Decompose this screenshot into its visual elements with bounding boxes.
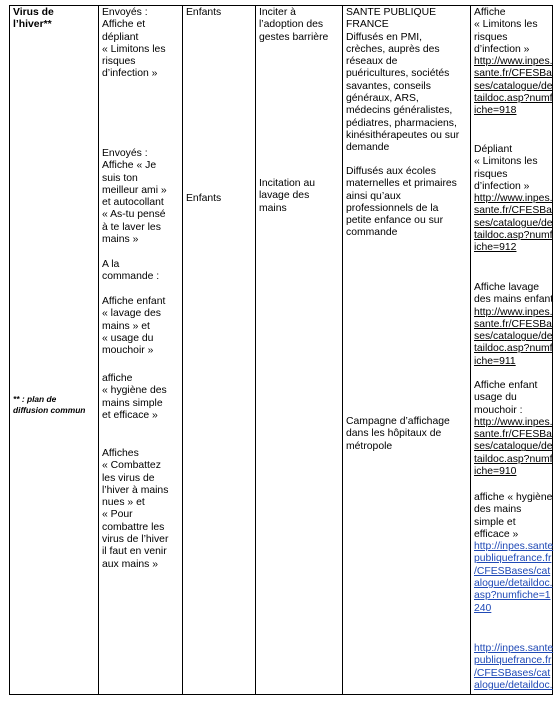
- materials-sent-1: Envoyés : Affiche et dépliant « Limitons les risques d’infection »: [102, 7, 166, 80]
- target-audience-1: Enfants: [186, 7, 222, 18]
- objective-2: Incitation au lavage des mains: [259, 178, 316, 214]
- resource-item: [474, 380, 553, 478]
- objective-1: Inciter à l’adoption des gestes barrière: [259, 7, 329, 43]
- resource-item: [474, 282, 553, 368]
- campaign-table: [9, 5, 553, 695]
- column-divider: [342, 6, 343, 694]
- resource-item: [474, 492, 553, 615]
- resource-label: Affiche lavage des mains enfant: [474, 282, 554, 306]
- resource-label: affiche « hygiène des mains simple et efficace »: [474, 492, 553, 540]
- resource-link[interactable]: http://www.inpes. sante.fr/CFESBa ses/catalogue/de taildoc.asp?numf iche=910: [474, 416, 553, 478]
- resource-label: Affiche « Limitons les risques d’infection »: [474, 7, 538, 55]
- column-divider: [98, 6, 99, 694]
- material-child-poster: Affiche enfant « lavage des mains » et « usage du mouchoir »: [102, 296, 166, 357]
- column-divider: [470, 6, 471, 694]
- resource-item: [474, 643, 553, 692]
- target-audience-2: Enfants: [186, 193, 222, 204]
- resource-link[interactable]: http://www.inpes. sante.fr/CFESBa ses/catalogue/de taildoc.asp?numf iche=918: [474, 56, 553, 117]
- material-winter-posters: Affiches « Combattez les virus de l’hiver à mains nues » et « Pour combattre les virus de l’hiver il faut en venir aux mains »: [102, 448, 169, 570]
- disease-title: Virus de l’hiver**: [13, 7, 54, 31]
- resource-label: Dépliant « Limitons les risques d’infection »: [474, 144, 538, 192]
- resource-link[interactable]: http://www.inpes. sante.fr/CFESBa ses/catalogue/de taildoc.asp?numf iche=911: [474, 306, 553, 367]
- materials-sent-2: Envoyés : Affiche « Je suis ton meilleur ami » et autocollant « As-tu pensé à te laver les mains »: [102, 148, 167, 246]
- column-divider: [255, 6, 256, 694]
- resource-link[interactable]: http://inpes.sante publiquefrance.fr /CFESBases/cat alogue/detaildoc. asp?numfiche=1 240: [474, 541, 554, 614]
- distribution-3: Campagne d’affichage dans les hôpitaux de métropole: [346, 416, 450, 452]
- material-hygiene-poster: affiche « hygiène des mains simple et efficace »: [102, 373, 167, 421]
- distribution-2: Diffusés aux écoles maternelles et primaires ainsi qu’aux professionnels de la petite enfance ou sur commande: [346, 166, 457, 239]
- resource-item: [474, 144, 553, 255]
- resource-link[interactable]: http://inpes.sante publiquefrance.fr /CFESBases/cat alogue/detaildoc.: [474, 643, 554, 691]
- column-divider: [182, 6, 183, 694]
- materials-on-order-heading: A la commande :: [102, 259, 160, 283]
- resource-label: Affiche enfant usage du mouchoir :: [474, 380, 538, 416]
- diffusion-plan-note: ** : plan de diffusion commun: [13, 394, 86, 415]
- resource-link[interactable]: http://www.inpes. sante.fr/CFESBa ses/catalogue/de taildoc.asp?numf iche=912: [474, 193, 553, 254]
- distribution-1: SANTE PUBLIQUE FRANCE Diffusés en PMI, crèches, auprès des réseaux de puéricultures, sociétés savantes, conseils généraux, ARS, médecins généralistes, pédiatres, pharmaciens, kinésithérapeutes ou sur demande: [346, 7, 460, 154]
- resource-item: [474, 7, 553, 118]
